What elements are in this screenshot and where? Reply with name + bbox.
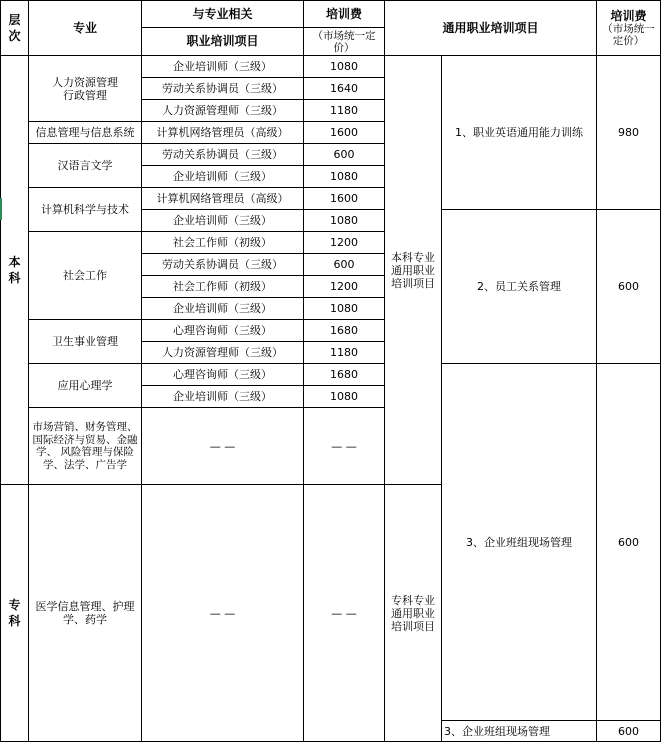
general-fee: 600 bbox=[597, 210, 661, 364]
project-name: 计算机网络管理员（高级） bbox=[142, 122, 304, 144]
project-name: 社会工作师（初级） bbox=[142, 232, 304, 254]
project-name: 企业培训师（三级） bbox=[142, 166, 304, 188]
general-fee: 980 bbox=[597, 56, 661, 210]
project-fee: — — bbox=[304, 485, 385, 742]
general-fee: 600 bbox=[597, 364, 661, 721]
project-name: 企业培训师（三级） bbox=[142, 210, 304, 232]
major-name: 卫生事业管理 bbox=[29, 320, 142, 364]
major-name: 信息管理与信息系统 bbox=[29, 122, 142, 144]
project-fee: 1080 bbox=[304, 386, 385, 408]
project-name: 社会工作师（初级） bbox=[142, 276, 304, 298]
table-row bbox=[1, 364, 661, 386]
major-name: 人力资源管理 行政管理 bbox=[29, 56, 142, 122]
major-name: 汉语言文学 bbox=[29, 144, 142, 188]
project-fee: 1600 bbox=[304, 122, 385, 144]
project-fee: 1080 bbox=[304, 298, 385, 320]
project-name: 劳动关系协调员（三级） bbox=[142, 78, 304, 100]
project-fee: 1080 bbox=[304, 210, 385, 232]
project-name: 心理咨询师（三级） bbox=[142, 364, 304, 386]
project-fee: 1680 bbox=[304, 364, 385, 386]
table-row bbox=[1, 56, 661, 78]
general-item: 2、员工关系管理 bbox=[442, 210, 597, 364]
project-fee: — — bbox=[304, 408, 385, 485]
level-undergrad: 本 科 bbox=[1, 56, 29, 485]
project-name: 计算机网络管理员（高级） bbox=[142, 188, 304, 210]
project-fee: 1640 bbox=[304, 78, 385, 100]
general-label-undergrad: 本科专业 通用职业 培训项目 bbox=[385, 56, 442, 485]
project-fee: 1180 bbox=[304, 342, 385, 364]
project-fee: 600 bbox=[304, 254, 385, 276]
header-fee2-title: 培训费 bbox=[610, 8, 647, 23]
project-name: 人力资源管理师（三级） bbox=[142, 100, 304, 122]
project-fee: 1180 bbox=[304, 100, 385, 122]
project-name: — — bbox=[142, 408, 304, 485]
header-fee2-note: （市场统一定价） bbox=[602, 22, 655, 47]
project-name: 企业培训师（三级） bbox=[142, 386, 304, 408]
header-major: 专业 bbox=[29, 1, 142, 56]
project-fee: 1680 bbox=[304, 320, 385, 342]
project-fee: 1600 bbox=[304, 188, 385, 210]
general-item: 3、企业班组现场管理 bbox=[442, 364, 597, 721]
major-name: 计算机科学与技术 bbox=[29, 188, 142, 232]
general-item: 3、企业班组现场管理 bbox=[442, 721, 597, 742]
selection-marker bbox=[0, 198, 2, 220]
project-name: 劳动关系协调员（三级） bbox=[142, 254, 304, 276]
header-related-top: 与专业相关 bbox=[142, 1, 304, 28]
major-name: 市场营销、财务管理、国际经济与贸易、金融学、 风险管理与保险学、法学、广告学 bbox=[29, 408, 142, 485]
project-fee: 1080 bbox=[304, 166, 385, 188]
header-general: 通用职业培训项目 bbox=[385, 1, 597, 56]
table-body bbox=[1, 56, 661, 742]
major-name: 应用心理学 bbox=[29, 364, 142, 408]
header-related-bottom: 职业培训项目 bbox=[142, 28, 304, 56]
project-fee: 600 bbox=[304, 144, 385, 166]
project-fee: 1200 bbox=[304, 232, 385, 254]
project-name: 劳动关系协调员（三级） bbox=[142, 144, 304, 166]
project-name: 心理咨询师（三级） bbox=[142, 320, 304, 342]
project-fee: 1200 bbox=[304, 276, 385, 298]
project-name: 人力资源管理师（三级） bbox=[142, 342, 304, 364]
project-name: 企业培训师（三级） bbox=[142, 298, 304, 320]
general-label-junior: 专科专业 通用职业 培训项目 bbox=[385, 485, 442, 742]
major-name: 医学信息管理、护理学、药学 bbox=[29, 485, 142, 742]
header-fee2 bbox=[597, 1, 661, 56]
general-item: 1、职业英语通用能力训练 bbox=[442, 56, 597, 210]
major-name: 社会工作 bbox=[29, 232, 142, 320]
project-name: — — bbox=[142, 485, 304, 742]
level-junior: 专 科 bbox=[1, 485, 29, 742]
header-fee-note: （市场统一定价） bbox=[304, 28, 385, 56]
header-fee-title: 培训费 bbox=[304, 1, 385, 28]
general-fee: 600 bbox=[597, 721, 661, 742]
project-name: 企业培训师（三级） bbox=[142, 56, 304, 78]
header-level: 层 次 bbox=[1, 1, 29, 56]
project-fee: 1080 bbox=[304, 56, 385, 78]
